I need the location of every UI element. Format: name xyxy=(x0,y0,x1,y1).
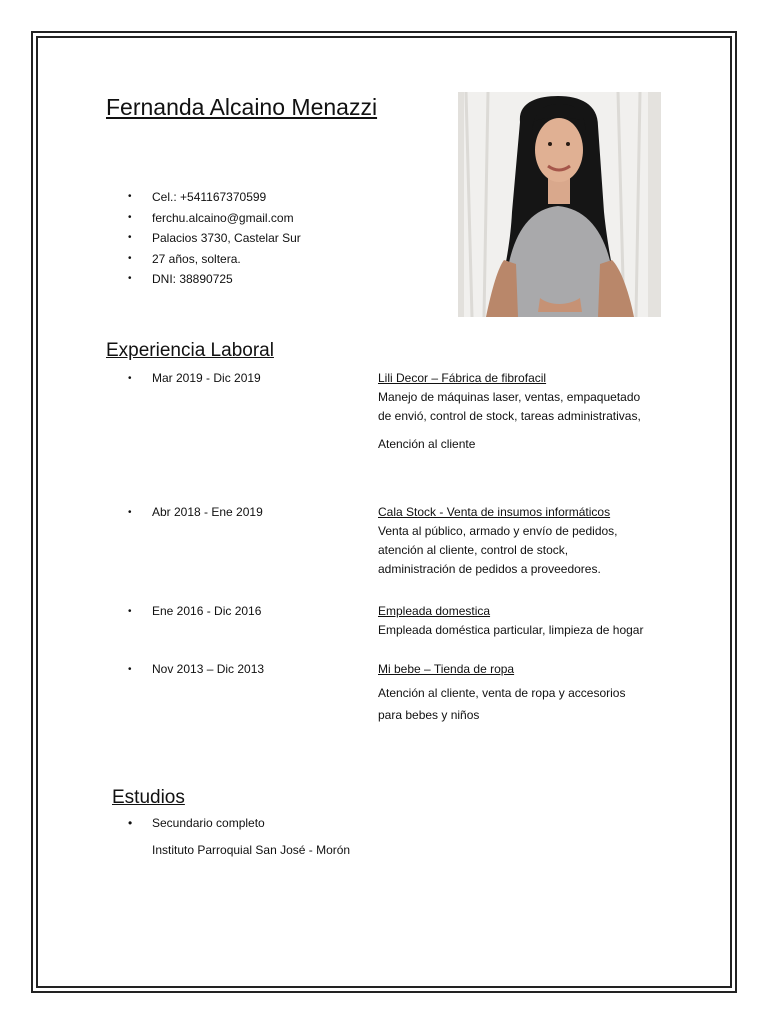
phone-item: • Cel.: +541167370599 xyxy=(126,187,301,208)
education-degree: • Secundario completo xyxy=(126,814,265,832)
job-description xyxy=(378,522,618,579)
job-date: • Nov 2013 – Dic 2013 xyxy=(126,660,264,679)
job-description-line: para bebes y niños xyxy=(378,708,480,722)
address-item: • Palacios 3730, Castelar Sur xyxy=(126,228,301,249)
profile-photo xyxy=(458,92,661,317)
job-description-line: Atención al cliente xyxy=(378,437,476,451)
job-employer: Lili Decor – Fábrica de fibrofacil xyxy=(378,371,547,385)
job-date: • Abr 2018 - Ene 2019 xyxy=(126,503,263,522)
email-item: • ferchu.alcaino@gmail.com xyxy=(126,208,301,229)
job-date: • Ene 2016 - Dic 2016 xyxy=(126,602,261,621)
job-description-line: administración de pedidos a proveedores. xyxy=(378,562,601,576)
dni-item: • DNI: 38890725 xyxy=(126,269,301,290)
job-description-line: Atención al cliente, venta de ropa y accesorios xyxy=(378,686,626,700)
experience-heading: Experiencia Laboral xyxy=(106,340,274,361)
education-heading: Estudios xyxy=(112,787,185,808)
job-date: • Mar 2019 - Dic 2019 xyxy=(126,369,261,388)
job-description-line: de envió, control de stock, tareas administrativas, xyxy=(378,409,641,423)
job-description-line: Manejo de máquinas laser, ventas, empaquetado xyxy=(378,390,641,404)
job-description-line: Empleada doméstica particular, limpieza de hogar xyxy=(378,623,644,637)
job-description xyxy=(378,682,625,726)
contact-list xyxy=(126,187,301,290)
candidate-name: Fernanda Alcaino Menazzi xyxy=(106,94,378,120)
job-description-line: atención al cliente, control de stock, xyxy=(378,543,569,557)
job-employer: Empleada domestica xyxy=(378,604,491,618)
job-employer: Cala Stock - Venta de insumos informáticos xyxy=(378,505,611,519)
job-employer: Mi bebe – Tienda de ropa xyxy=(378,662,515,676)
education-school: Instituto Parroquial San José - Morón xyxy=(152,843,351,857)
age-status-item: • 27 años, soltera. xyxy=(126,249,301,270)
job-description xyxy=(378,621,643,640)
job-description-line: Venta al público, armado y envío de pedidos, xyxy=(378,524,618,538)
job-description xyxy=(378,388,641,454)
